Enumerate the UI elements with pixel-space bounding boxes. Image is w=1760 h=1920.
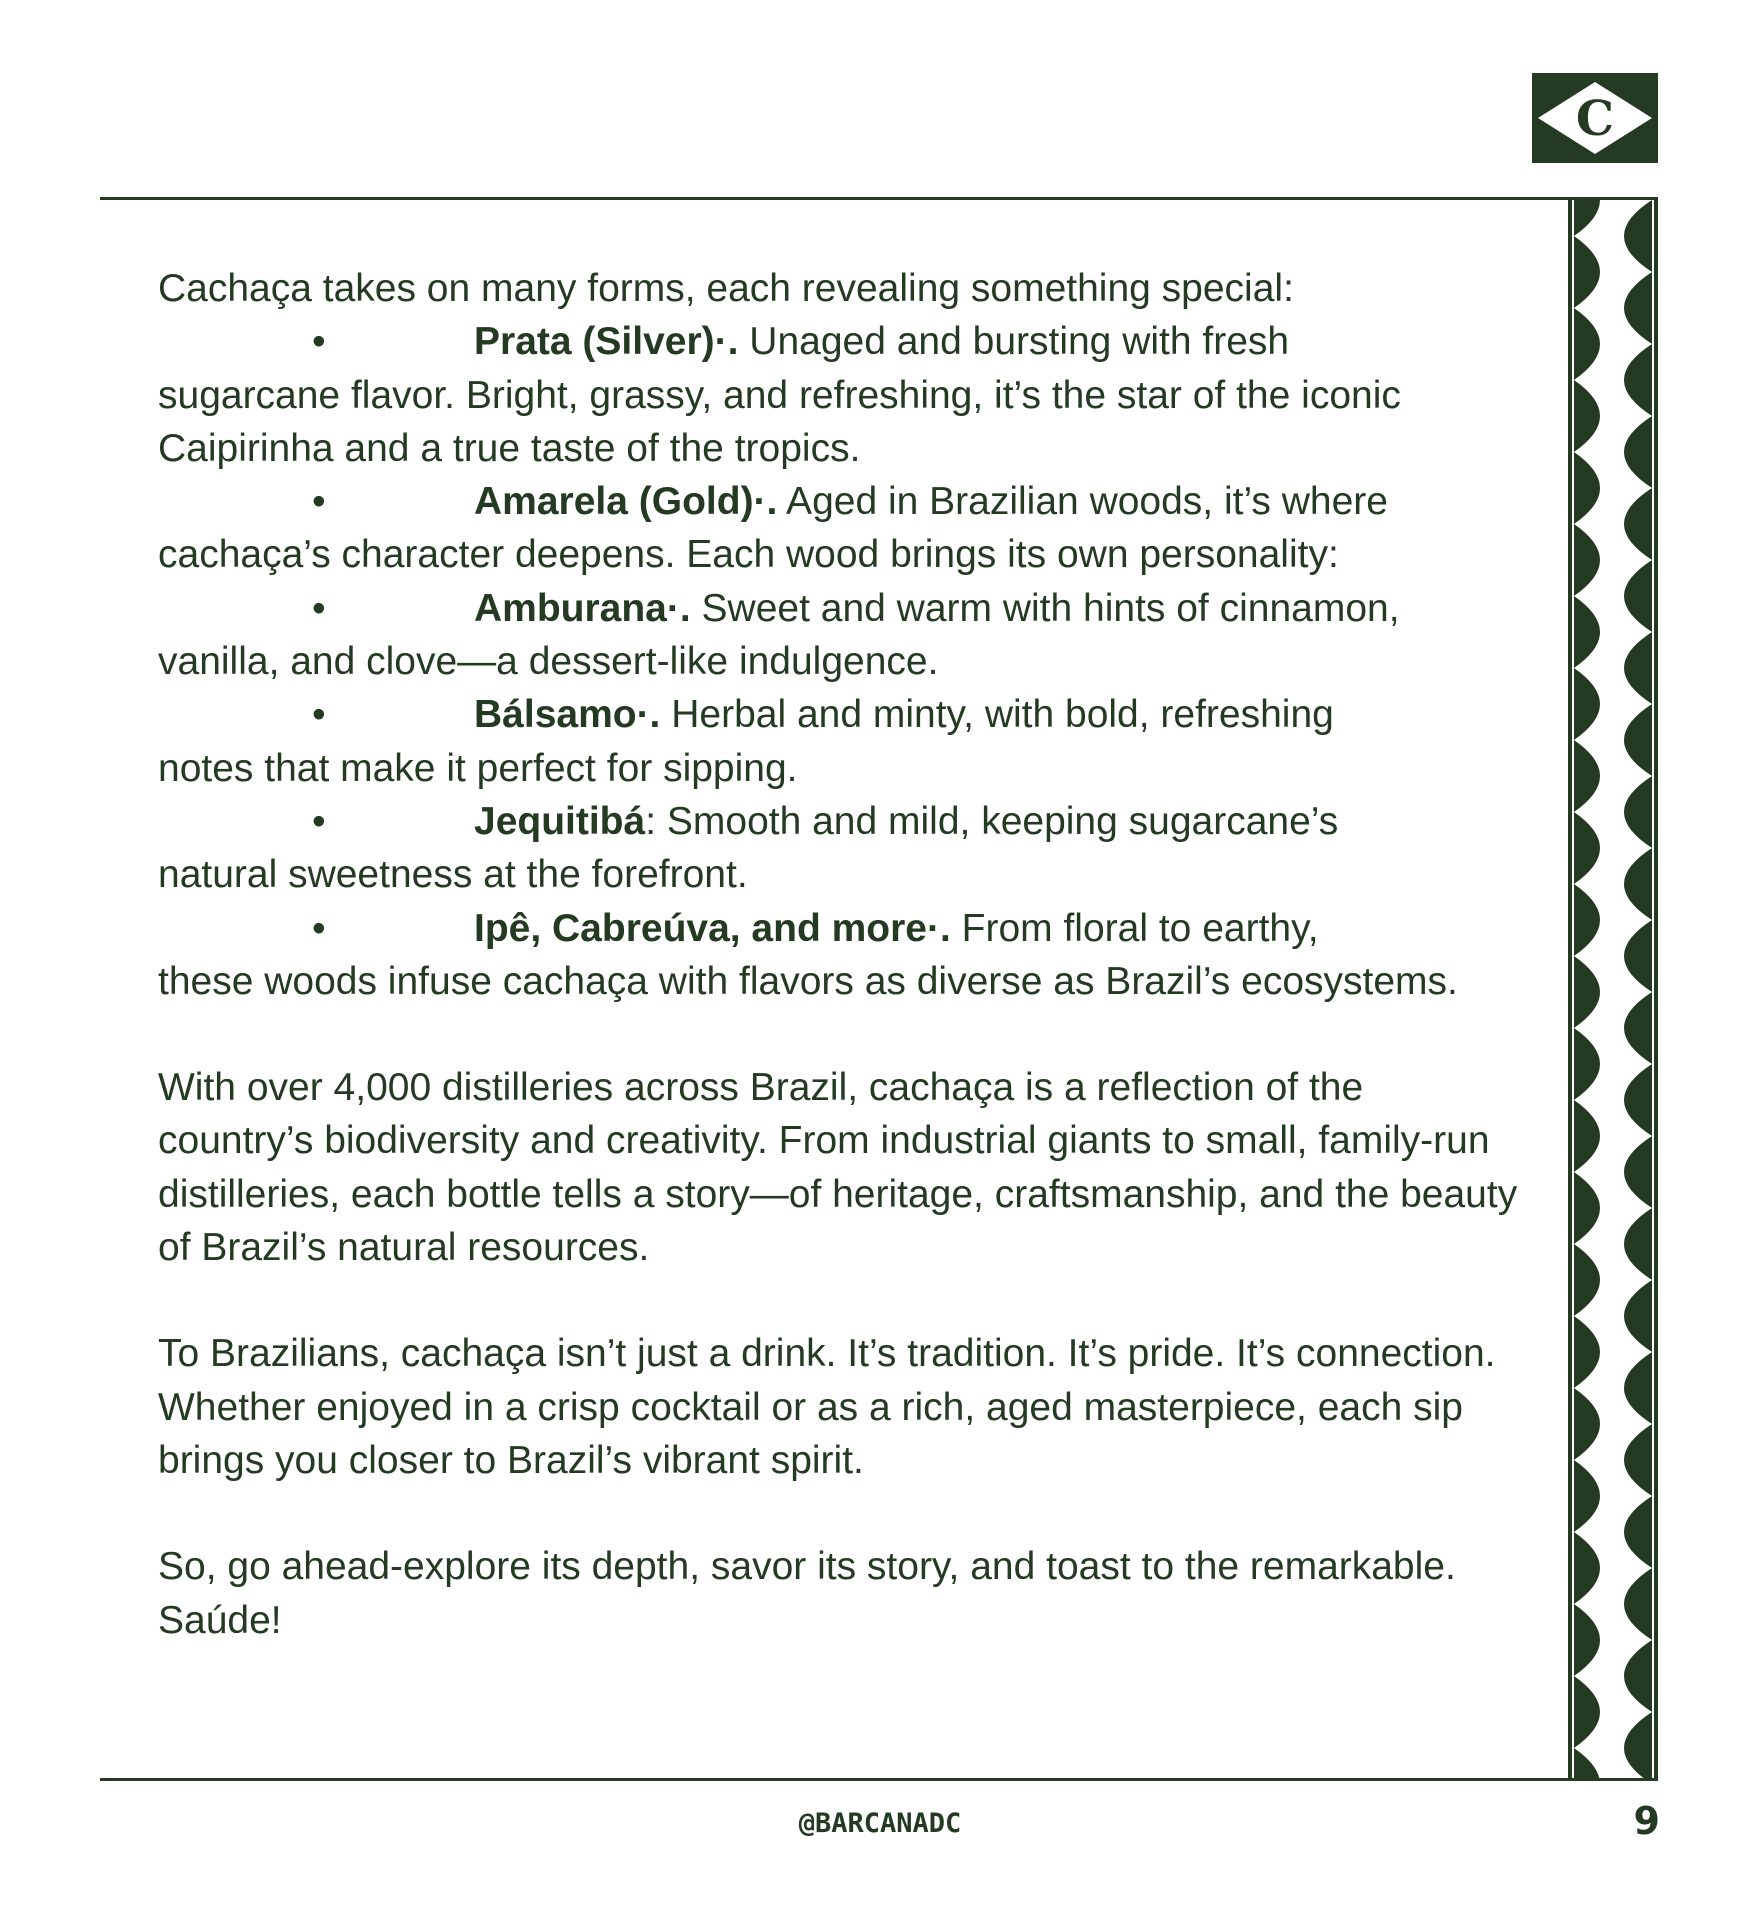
bullet-icon: • — [312, 480, 326, 524]
item-text-first-line: : Smooth and mild, keeping sugarcane’s — [645, 799, 1339, 843]
item-term: Bálsamo·. — [474, 693, 661, 737]
page-body — [158, 262, 1528, 1647]
bullet-icon: • — [312, 799, 326, 843]
wave-lobe-left — [1574, 596, 1600, 668]
paragraph-closing: So, go ahead-explore its depth, savor its story, and toast to the remarkable. Saúde! — [158, 1545, 1456, 1642]
wave-lobe-right — [1624, 848, 1652, 920]
item-term: Amarela (Gold)·. — [474, 480, 778, 524]
list-item — [158, 315, 1528, 475]
list-item — [158, 475, 1528, 582]
wave-lobe-left — [1574, 1316, 1600, 1388]
wave-lobe-right — [1624, 1496, 1652, 1568]
paragraph-tradition: To Brazilians, cachaça isn’t just a drink. It’s tradition. It’s pride. It’s connection. Whether enjoyed in a crisp cocktail or as a rich, aged masterpiece, each sip brings you closer to Brazil’s vibrant spirit. — [158, 1332, 1496, 1482]
wave-lobe-right — [1624, 920, 1652, 992]
logo-letter: C — [1575, 91, 1615, 147]
wave-lobe-left — [1574, 236, 1600, 308]
bullet-icon: • — [312, 586, 326, 630]
list-item — [158, 795, 1528, 902]
wave-lobe-right — [1624, 1136, 1652, 1208]
wave-lobe-right — [1624, 704, 1652, 776]
wave-lobe-left — [1574, 1460, 1600, 1532]
cachaca-c-diamond-logo — [1532, 73, 1658, 163]
wave-lobe-left — [1574, 956, 1600, 1028]
page-number: 9 — [1633, 1799, 1660, 1843]
wave-lobe-right — [1624, 632, 1652, 704]
wave-lobe-right — [1624, 1712, 1652, 1778]
wave-lobe-left — [1574, 308, 1600, 380]
wave-lobe-left — [1574, 1676, 1600, 1748]
wave-lobe-left — [1574, 200, 1600, 236]
item-text-first-line: Herbal and minty, with bold, refreshing — [660, 693, 1334, 737]
item-text-first-line: Sweet and warm with hints of cinnamon, — [690, 586, 1400, 630]
top-rule — [100, 197, 1658, 200]
item-text-first-line: Unaged and bursting with fresh — [738, 320, 1290, 364]
intro-line: Cachaça takes on many forms, each revealing something special: — [158, 267, 1294, 310]
wave-lobe-right — [1624, 1424, 1652, 1496]
wave-lobe-left — [1574, 1028, 1600, 1100]
item-text-rest: natural sweetness at the forefront. — [158, 853, 748, 897]
bullet-icon: • — [312, 906, 326, 950]
wave-lobe-left — [1574, 1532, 1600, 1604]
paragraph-distilleries: With over 4,000 distilleries across Brazil, cachaça is a reflection of the country’s biodiversity and creativity. From industrial giants to small, family-run distilleries, each bottle tells a story—of heritage, craftsmanship, and the beauty of Brazil’s natural resources. — [158, 1066, 1518, 1270]
wave-lobe-right — [1624, 1280, 1652, 1352]
item-text-rest: vanilla, and clove—a dessert-like indulgence. — [158, 640, 939, 684]
wave-lobe-left — [1574, 1172, 1600, 1244]
item-text-rest: these woods infuse cachaça with flavors as diverse as Brazil’s ecosystems. — [158, 959, 1458, 1003]
list-item — [158, 582, 1528, 689]
wave-lobe-left — [1574, 812, 1600, 884]
wave-lobe-right — [1624, 1568, 1652, 1640]
item-term: Jequitibá — [474, 799, 646, 843]
item-term: Amburana·. — [474, 586, 691, 630]
footer-handle: @BARCANADC — [798, 1808, 962, 1839]
wave-lobe-left — [1574, 1604, 1600, 1676]
wave-lobe-right — [1624, 776, 1652, 848]
bullet-icon: • — [312, 320, 326, 364]
wave-lobe-left — [1574, 740, 1600, 812]
wave-lobe-right — [1624, 1208, 1652, 1280]
wave-lobe-left — [1574, 452, 1600, 524]
wave-lobe-right — [1624, 992, 1652, 1064]
wave-lobe-right — [1624, 1640, 1652, 1712]
item-text-rest: cachaça’s character deepens. Each wood brings its own personality: — [158, 533, 1339, 577]
wave-lobe-right — [1624, 344, 1652, 416]
wave-lobe-left — [1574, 1100, 1600, 1172]
wave-lobe-right — [1624, 200, 1652, 272]
wave-lobe-left — [1574, 380, 1600, 452]
item-term: Prata (Silver)·. — [474, 320, 739, 364]
wave-lobe-left — [1574, 1748, 1600, 1778]
wave-lobe-left — [1574, 524, 1600, 596]
wave-lobe-left — [1574, 668, 1600, 740]
wave-lobe-left — [1574, 1244, 1600, 1316]
wave-lobe-left — [1574, 1388, 1600, 1460]
item-text-rest: notes that make it perfect for sipping. — [158, 746, 798, 790]
bottom-rule — [100, 1778, 1658, 1781]
item-text-first-line: Aged in Brazilian woods, it’s where — [777, 480, 1388, 524]
wave-lobe-right — [1624, 272, 1652, 344]
wave-lobe-right — [1624, 416, 1652, 488]
list-item — [158, 902, 1528, 1009]
bullet-icon: • — [312, 693, 326, 737]
item-term: Ipê, Cabreúva, and more·. — [474, 906, 951, 950]
wave-lobe-right — [1624, 1352, 1652, 1424]
wave-lobe-left — [1574, 884, 1600, 956]
item-text-rest: sugarcane flavor. Bright, grassy, and refreshing, it’s the star of the iconic Caipirinha and a true taste of the tropics. — [158, 373, 1401, 470]
list-item — [158, 688, 1528, 795]
item-text-first-line: From floral to earthy, — [950, 906, 1319, 950]
wave-lobe-right — [1624, 488, 1652, 560]
wave-lobe-right — [1624, 560, 1652, 632]
wave-pattern-border — [1568, 200, 1658, 1778]
wave-lobe-right — [1624, 1064, 1652, 1136]
